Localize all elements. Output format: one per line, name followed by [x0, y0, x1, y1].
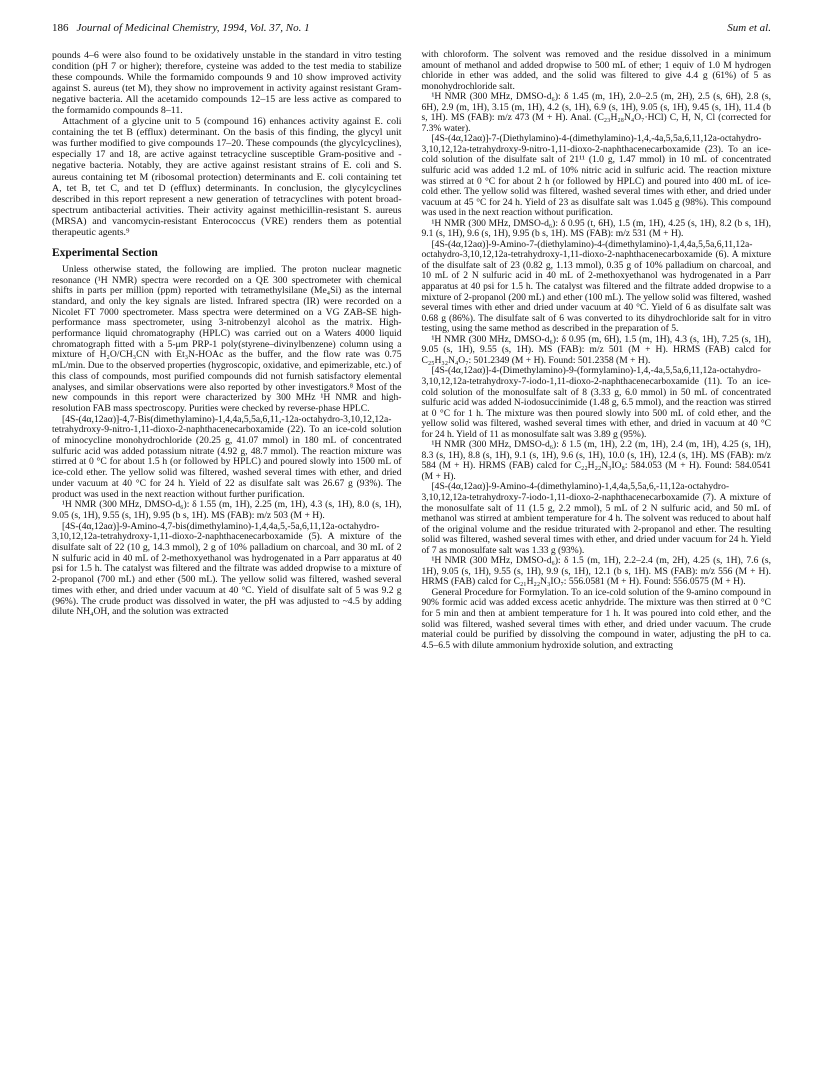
- procedure-compound-22: [4S-(4α,12aα)]-4,7-Bis(dimethylamino)-1,4,4a,5,5a,6,11,-12a-octahydro-3,10,12,12a-tetrahydroxy-9-nitro-1,11-dioxo-2-naphthacenecarboxamide (22). To an ice-cold solution of minocycline monohydrochloride (20.25 g, 41.07 mmol) in 180 mL of concentrated sulfuric acid was added potassium nitrate (4.92 g, 48.7 mmol). The reaction mixture was stirred at 0 °C for about 1.5 h (or followed by HPLC) and poured slowly into 1500 mL of ice-cold ether. The yellow solid was filtered, washed several times with ether, and dried under vacuum at 40 °C for 24 h. Yield of 22 as disulfate salt was 26.67 g (93%). The product was used in the next reaction without further purification.: [52, 413, 402, 500]
- left-column: [52, 50, 402, 651]
- results-paragraph-conclusion: Attachment of a glycine unit to 5 (compound 16) enhances activity against E. coli containing the tet B (efflux) determinant. On the basis of this finding, the glycyl unit was further modified to give compounds 17–20. These compounds (the glycylcyclines), especially 17 and 18, are active against tetracycline susceptible Gram-positive and -negative bacteria. Notably, they are active against resistant strains of E. coli and S. aureus containing tet M (ribosomal protection) determinants and E. coli containing tet A, tet B, tet C, and tet D (efflux) determinants. In conclusion, the glycylcyclines described in this report represent a new generation of tetracyclines with potent broad-spectrum antibacterial activities. Their activity against methicillin-resistant S. aureus (MRSA) and vancomycin-resistant Enterococcus (VRE) renders them as potential therapeutic agents.⁹: [52, 116, 402, 238]
- procedure-compound-11: [4S-(4α,12aα)]-4-(Dimethylamino)-9-(formylamino)-1,4,-4a,5,5a,6,11,12a-octahydro-3,10,12,12a-tetrahydroxy-7-iodo-1,11-dioxo-2-naphthacenecarboxamide (11). To an ice-cold solution of the monosulfate salt of 8 (3.33 g, 6.0 mmol) in 50 mL of concentrated sulfuric acid was added N-iodosuccinimide (1.48 g, 6.5 mmol), and the reaction was stirred at 0 °C for 1 h. The mixture was then poured slowly into 500 mL of cold ether, and the yellow solid was filtered, washed several times with ether, and dried in vacuum at 40 °C for 24 h. Yield of 11 as monosulfate salt was 3.89 g (95%).: [421, 365, 771, 440]
- nmr-data-compound-11: ¹H NMR (300 MHz, DMSO-d₆): δ 1.5 (m, 1H), 2.2 (m, 1H), 2.4 (m, 1H), 4.25 (s, 1H), 8.3 (s, 1H), 8.8 (s, 1H), 9.1 (s, 1H), 9.6 (s, 1H), 10.0 (s, 1H), 12.4 (s, 1H). MS (FAB): m/z 584 (M + H). HRMS (FAB) calcd for C₂₂H₂₂N₃IO₈: 584.053 (M + H). Found: 584.0541 (M + H).: [421, 439, 771, 482]
- results-paragraph-continued: pounds 4–6 were also found to be oxidatively unstable in the standard in vitro testing condition (pH 7 or higher); therefore, cysteine was added to the test media to stabilize these compounds. While the formamido compounds 9 and 10 show improved activity against S. aureus (tet M), they show no improvement in activity against resistant Gram-negative bacteria. All the acetamido compounds 12–15 are less active as compared to the formamido compounds 8–11.: [52, 50, 402, 117]
- procedure-compound-5: [4S-(4α,12aα)]-9-Amino-4,7-bis(dimethylamino)-1,4,4a,5,-5a,6,11,12a-octahydro-3,10,12,12a-tetrahydroxy-1,11-dioxo-2-naphthacenecarboxamide (5). A mixture of the disulfate salt of 22 (10 g, 14.3 mmol), 2 g of 10% palladium on charcoal, and 30 mL of 2 N sulfuric acid in 40 mL of 2-methoxyethanol was hydrogenated in a Parr apparatus at 40 psi for 1.5 h. The catalyst was filtered and the filtrate was added dropwise to a mixture of 2-propanol (700 mL) and ether (500 mL). The yellow solid was filtered, washed several times with ether, and dried under vacuum at 40 °C. Yield of disulfate salt of 5 was 9.2 g (96%). The crude product was dissolved in water, the pH was adjusted to ~4.5 by adding dilute NH₄OH, and the solution was extracted: [52, 520, 402, 618]
- section-heading-experimental: Experimental Section: [52, 246, 158, 259]
- nmr-data-compound-22: ¹H NMR (300 MHz, DMSO-d₆): δ 1.55 (m, 1H), 2.25 (m, 1H), 4.3 (s, 1H), 8.0 (s, 1H), 9.05 (s, 1H), 9.55 (s, 1H), 9.95 (b s, 1H). MS (FAB): m/z 503 (M + H).: [52, 499, 402, 521]
- procedure-compound-23: [4S-(4α,12aα)]-7-(Diethylamino)-4-(dimethylamino)-1,4,-4a,5,5a,6,11,12a-octahydro-3,10,12,12a-tetrahydroxy-9-nitro-1,11-dioxo-2-naphthacenecarboxamide (23). To an ice-cold solution of the disulfate salt of 21¹¹ (1.0 g, 1.47 mmol) in 10 mL of concentrated sulfuric acid was added 1.2 mL of 10% nitric acid in sulfuric acid. The reaction mixture was stirred at 0 °C for about 2 h (or followed by HPLC) and poured into 400 mL of ice-cold ether. The yellow solid was filtered, washed several times with ether, and dried under vacuum at 45 °C for 24 h. Yield of 23 as disulfate salt was 1.045 g (98%). This compound was used in the next reaction without purification.: [421, 133, 771, 219]
- procedure-compound-5-continued: with chloroform. The solvent was removed and the residue dissolved in a minimum amount of methanol and added dropwise to 500 mL of ether; 1 equiv of 1.0 M hydrogen chloride in ether was added, and the solid was filtered to give 4.4 g (61%) of 5 as monohydrochloride salt.: [421, 49, 771, 92]
- page-number: 186: [52, 22, 69, 34]
- nmr-data-compound-23: ¹H NMR (300 MHz, DMSO-d₆): δ 0.95 (t, 6H), 1.5 (m, 1H), 4.25 (s, 1H), 8.2 (b s, 1H), 9.1 (s, 1H), 9.6 (s, 1H), 9.95 (b s, 1H). MS (FAB): m/z 531 (M + H).: [421, 217, 771, 240]
- procedure-compound-7: [4S-(4α,12aα)]-9-Amino-4-(dimethylamino)-1,4,4a,5,5a,6,-11,12a-octahydro-3,10,12,12a-tetrahydroxy-7-iodo-1,11-dioxo-2-naphthacenecarboxamide (7). A mixture of the monosulfate salt of 11 (1.5 g, 2.2 mmol), 5 mL of 2 N sulfuric acid, and 50 mL of methanol was stirred at ambient temperature for 4 h. The solvent was reduced to about half of the original volume and the residue triturated with 2-propanol and ether. The resulting solid was filtered, washed several times with ether, and dried under vacuum for 24 h. Yield of 7 as monosulfate salt was 1.33 g (93%).: [421, 481, 771, 556]
- page-header: [52, 22, 771, 40]
- nmr-data-compound-5: ¹H NMR (300 MHz, DMSO-d₆): δ 1.45 (m, 1H), 2.0–2.5 (m, 2H), 2.5 (s, 6H), 2.8 (s, 6H), 2.9 (m, 1H), 3.15 (m, 1H), 4.2 (s, 1H), 6.9 (s, 1H), 9.05 (s, 1H), 9.45 (s, 1H), 11.4 (b s, 1H). MS (FAB): m/z 473 (M + H). Anal. (C₂₃H₂₈N₄O₇·HCl) C, H, N, Cl (corrected for 7.3% water).: [421, 91, 771, 134]
- two-column-body: [52, 50, 771, 651]
- procedure-compound-6: [4S-(4α,12aα)]-9-Amino-7-(diethylamino)-4-(dimethylamino)-1,4,4a,5,5a,6,11,12a-octahydro-3,10,12,12a-tetrahydroxy-1,11-dioxo-2-naphthacenecarboxamide (6). A mixture of the disulfate salt of 23 (0.82 g, 1.13 mmol), 0.35 g of 10% palladium on charcoal, and 10 mL of 2 N sulfuric acid in 40 mL of 2-methoxyethanol was hydrogenated in a Parr apparatus at 40 psi for 1.5 h. The catalyst was filtered and the filtrate added dropwise to a mixture of 2-propanol (200 mL) and ether (100 mL). The yellow solid was filtered, washed several times with ether and dried under vacuum at 40 °C. Yield of 6 as disulfate salt was 0.68 g (86%). The disulfate salt of 6 was converted to its dihydrochloride salt for in vitro testing, using the same method as described in the preparation of 5.: [421, 238, 771, 335]
- running-authors: Sum et al.: [727, 22, 771, 34]
- nmr-data-compound-7: ¹H NMR (300 MHz, DMSO-d₆): δ 1.5 (m, 1H), 2.2–2.4 (m, 2H), 4.25 (s, 1H), 7.6 (s, 1H), 9.05 (s, 1H), 9.55 (s, 1H), 9.9 (s, 1H), 12.1 (b s, 1H). MS (FAB): m/z 556 (M + H). HRMS (FAB) calcd for C₂₁H₂₂N₃IO₇: 556.0581 (M + H). Found: 556.0575 (M + H).: [421, 555, 771, 588]
- journal-citation: Journal of Medicinal Chemistry, 1994, Vol. 37, No. 1: [76, 22, 310, 34]
- experimental-general-methods: Unless otherwise stated, the following are implied. The proton nuclear magnetic resonance (¹H NMR) spectra were recorded on a QE 300 spectrometer with chemical shifts in parts per million (ppm) reported with tetramethylsilane (Me₄Si) as the internal standard, and only the key signals are listed. Infrared spectra (IR) were recorded on a Nicolet FT 7000 spectrometer. Mass spectra were determined on a VG ZAB-SE high-performance mass spectrometer, using 3-nitrobenzyl alcohol as the matrix. High-performance liquid chromatography (HPLC) was carried out on a Waters 4000 liquid chromatograph fitted with a 5-μm PRP-1 poly(styrene–divinylbenzene) column using a mixture of H₂O/CH₃CN with Et₃N-HOAc as the buffer, and the flow rate was 0.75 mL/min. Due to the observed properties (hygroscopic, oxidative, and epimerizable, etc.) of this class of compounds, most purified compounds did not furnish satisfactory elemental analyses, and similar observations were also reported by other investigators.⁸ Most of the new compounds in this report were characterized by 300 MHz ¹H NMR and high-resolution FAB mass spectroscopy. Purities were checked by reverse-phase HPLC.: [52, 263, 402, 414]
- nmr-data-compound-6: ¹H NMR (300 MHz, DMSO-d₆): δ 0.95 (m, 6H), 1.5 (m, 1H), 4.3 (s, 1H), 7.25 (s, 1H), 9.05 (s, 1H), 9.55 (s, 1H). MS (FAB): m/z 501 (M + H). HRMS (FAB) calcd for C₂₅H₃₂N₄O₇: 501.2349 (M + H). Found: 501.2358 (M + H).: [421, 333, 771, 366]
- header-left: [52, 22, 310, 34]
- right-column: [422, 50, 772, 651]
- general-procedure-formylation: General Procedure for Formylation. To an ice-cold solution of the 9-amino compound in 90% formic acid was added excess acetic anhydride. The mixture was then stirred at 0 °C for 5 min and then at ambient temperature for 1 h. It was poured into cold ether, and the solid was filtered, washed several times with ether, and dried under vacuum. The crude material could be purified by dissolving the compound in water, adjusting the pH to ca. 4.5–6.5 with dilute ammonium hydroxide solution, and extracting: [421, 586, 771, 651]
